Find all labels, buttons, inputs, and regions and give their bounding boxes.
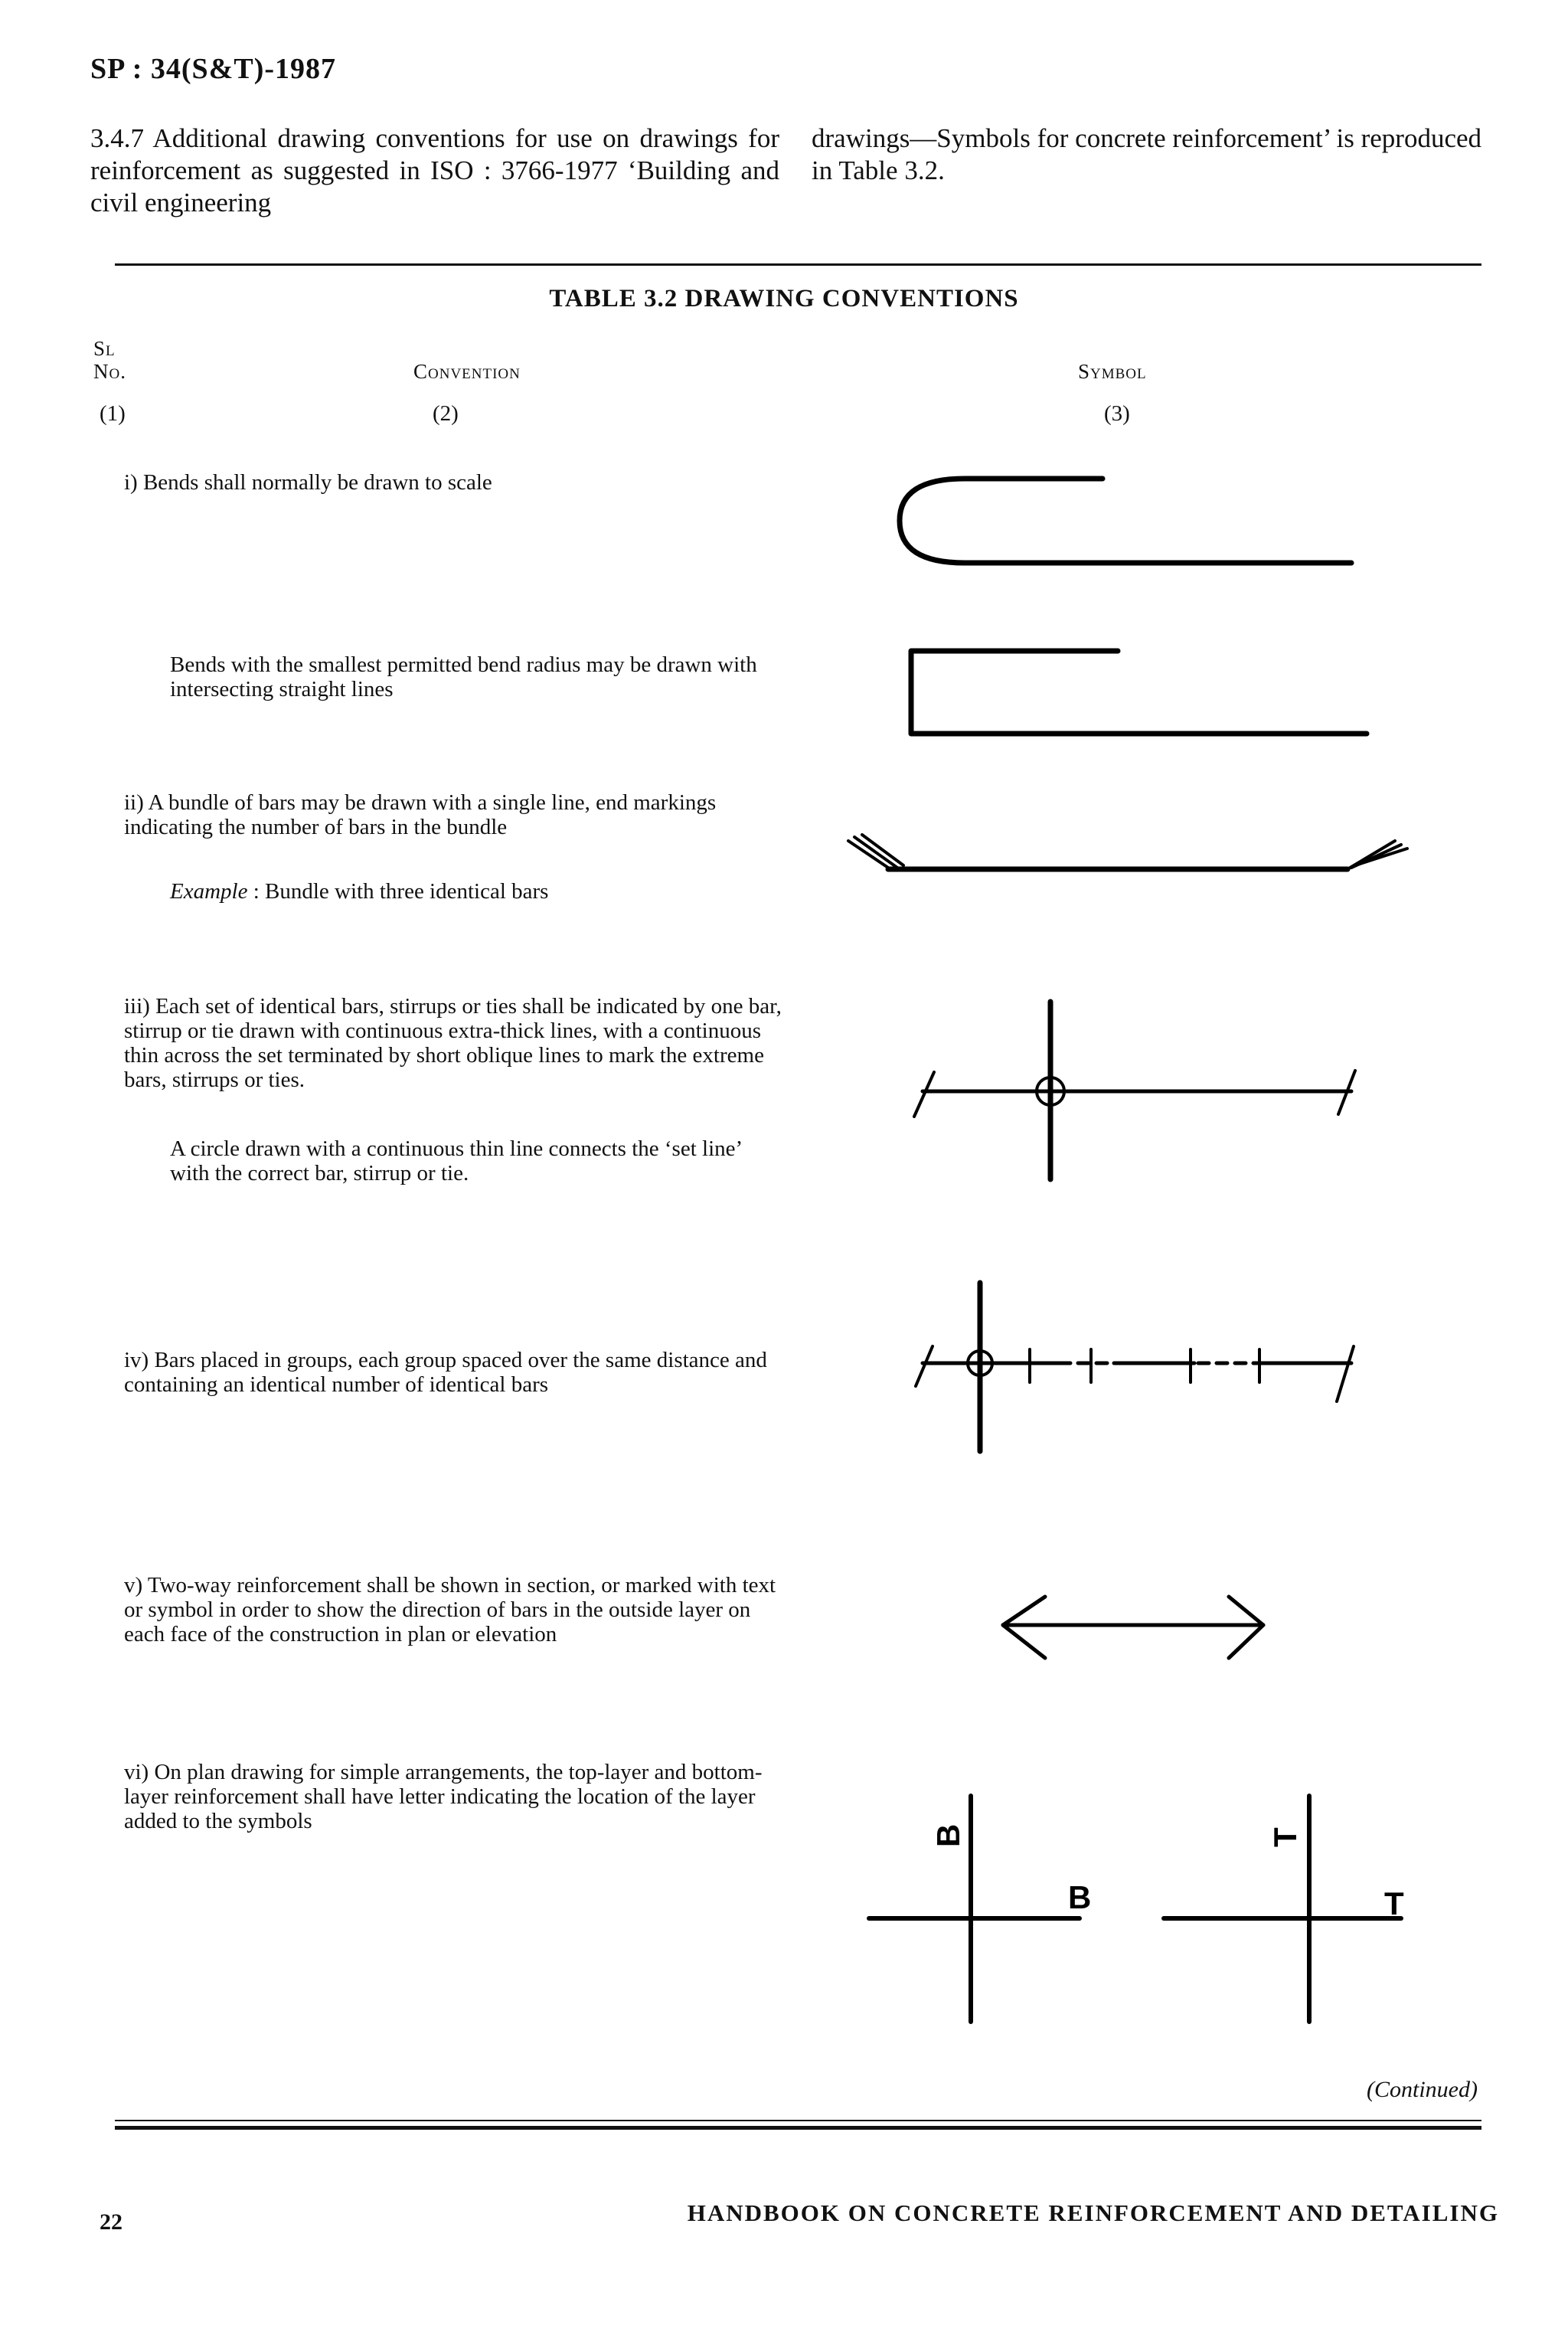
convention-row-bend-radius: Bends with the smallest permitted bend radius may be drawn with intersecting straight lines	[170, 652, 757, 701]
grouped-bars-symbol	[916, 1283, 1354, 1451]
column-number-3: (3)	[1104, 401, 1130, 426]
bend-straight-lines-symbol	[911, 651, 1367, 734]
convention-row-i: i) Bends shall normally be drawn to scale	[124, 470, 492, 495]
set-of-bars-symbol	[914, 1002, 1355, 1179]
document-code: SP : 34(S&T)-1987	[90, 53, 336, 85]
top-layer-symbol	[1164, 1796, 1404, 2022]
table-title: TABLE 3.2 DRAWING CONVENTIONS	[549, 285, 1019, 312]
bottom-layer-letter: B	[1068, 1879, 1092, 1915]
table-bottom-rule-thick	[115, 2126, 1481, 2130]
top-layer-letter-rotated: T	[1267, 1827, 1303, 1847]
convention-row-v: v) Two-way reinforcement shall be shown in section, or marked with text or symbol in order to show the direction of bars in the outside layer on each face of the construction in plan or elevation	[124, 1573, 776, 1646]
convention-row-ii: ii) A bundle of bars may be drawn with a single line, end markings indicating the number of bars in the bundle	[124, 790, 717, 839]
footer-title: HANDBOOK ON CONCRETE REINFORCEMENT AND DETAILING	[687, 2199, 1499, 2226]
column-number-2: (2)	[433, 401, 459, 426]
top-layer-letter: T	[1384, 1885, 1404, 1921]
bend-to-scale-symbol	[900, 479, 1351, 563]
convention-row-iv: iv) Bars placed in groups, each group spaced over the same distance and containing an identical number of identical bars	[124, 1348, 767, 1397]
bottom-layer-letter-rotated: B	[930, 1823, 966, 1847]
column-heading-sl: Sl	[93, 337, 116, 360]
convention-row-iii: iii) Each set of identical bars, stirrups or ties shall be indicated by one bar, stirrup or tie drawn with continuous extra-thick lines, with a continuous thin across the set terminated by short oblique lines to mark the extreme bars, stirrups or ties.	[124, 994, 782, 1092]
bundle-of-bars-symbol	[848, 835, 1407, 869]
page-number: 22	[100, 2209, 122, 2235]
intro-paragraph-left: 3.4.7 Additional drawing conventions for use on drawings for reinforcement as suggested in ISO : 3766-1977 ‘Building and civil engineering	[90, 123, 779, 217]
example-label: Example	[170, 879, 248, 904]
intro-paragraph-right: drawings—Symbols for concrete reinforcement’ is reproduced in Table 3.2.	[812, 123, 1482, 185]
continued-note: (Continued)	[1367, 2077, 1478, 2102]
convention-row-ii-example	[170, 879, 782, 904]
convention-row-iii-note: A circle drawn with a continuous thin line connects the ‘set line’ with the correct bar, stirrup or tie.	[170, 1136, 741, 1185]
column-heading-convention: Convention	[413, 360, 521, 383]
convention-row-vi: vi) On plan drawing for simple arrangements, the top-layer and bottom-layer reinforcement shall have letter indicating the location of the layer added to the symbols	[124, 1760, 763, 1833]
column-heading-no: No.	[93, 360, 126, 383]
example-text: : Bundle with three identical bars	[247, 879, 549, 904]
column-number-1: (1)	[100, 401, 126, 426]
two-way-arrow-symbol	[1003, 1597, 1263, 1658]
column-heading-symbol: Symbol	[1078, 360, 1147, 383]
bottom-layer-symbol	[869, 1796, 1091, 2022]
table-bottom-rule-thin	[115, 2120, 1481, 2121]
